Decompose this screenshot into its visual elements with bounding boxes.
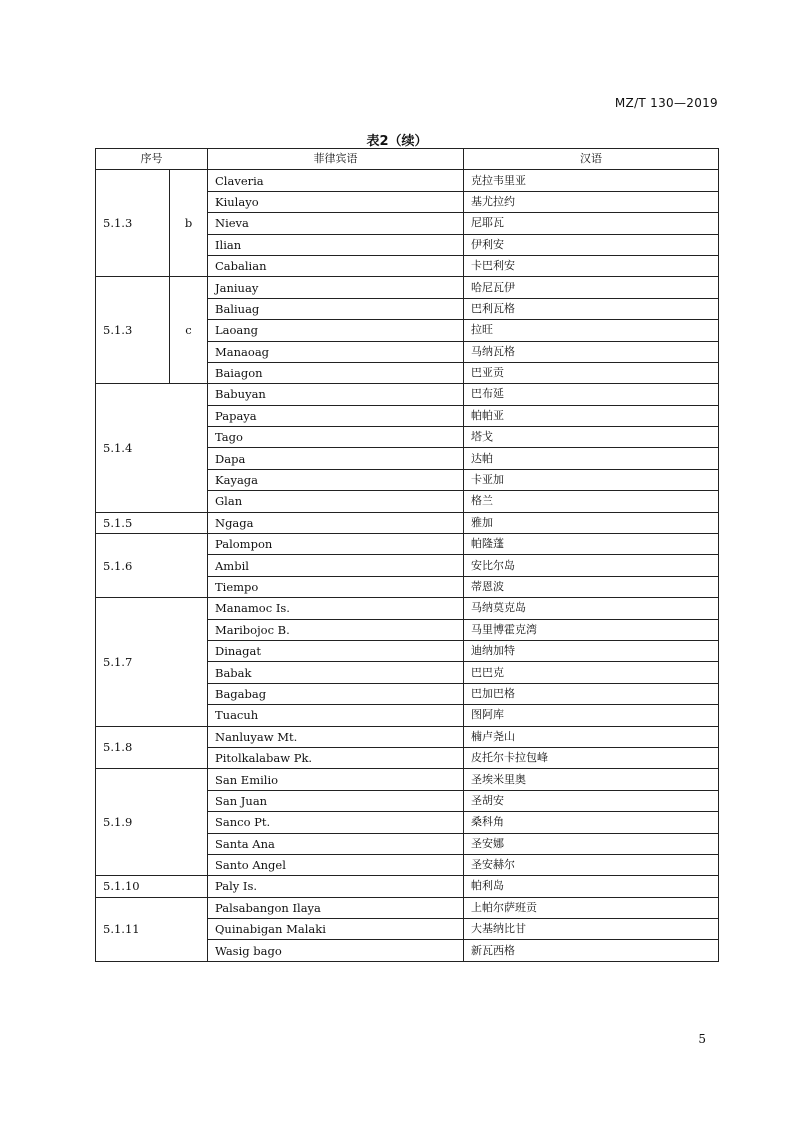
chinese-name-cell: 圣埃米里奥 — [464, 769, 719, 790]
table-caption: 表2（续） — [366, 134, 428, 149]
filipino-name-cell: Wasig bago — [208, 940, 464, 961]
chinese-name-cell: 巴布延 — [464, 384, 719, 405]
filipino-name-cell: Manaoag — [208, 341, 464, 362]
chinese-name-cell: 上帕尔萨班贡 — [464, 897, 719, 918]
chinese-name-cell: 塔戈 — [464, 427, 719, 448]
chinese-name-cell: 马里博霍克湾 — [464, 619, 719, 640]
chinese-name-cell: 马纳瓦格 — [464, 341, 719, 362]
section-number-cell: 5.1.5 — [96, 512, 208, 533]
filipino-name-cell: Glan — [208, 491, 464, 512]
filipino-name-cell: Quinabigan Malaki — [208, 919, 464, 940]
chinese-name-cell: 圣胡安 — [464, 790, 719, 811]
chinese-name-cell: 圣安娜 — [464, 833, 719, 854]
chinese-name-cell: 尼耶瓦 — [464, 213, 719, 234]
filipino-name-cell: Nanluyaw Mt. — [208, 726, 464, 747]
filipino-name-cell: Dinagat — [208, 640, 464, 661]
table-row — [96, 897, 719, 918]
table-row — [96, 534, 719, 555]
table-row — [96, 598, 719, 619]
filipino-name-cell: Kiulayo — [208, 191, 464, 212]
chinese-name-cell: 格兰 — [464, 491, 719, 512]
section-number-cell: 5.1.4 — [96, 384, 208, 512]
column-header-filipino: 菲律宾语 — [208, 149, 464, 170]
chinese-name-cell: 巴巴克 — [464, 662, 719, 683]
section-number-cell: 5.1.6 — [96, 534, 208, 598]
chinese-name-cell: 哈尼瓦伊 — [464, 277, 719, 298]
table-body — [96, 170, 719, 961]
table-row — [96, 170, 719, 191]
table-row — [96, 876, 719, 897]
chinese-name-cell: 图阿库 — [464, 705, 719, 726]
chinese-name-cell: 伊利安 — [464, 234, 719, 255]
filipino-name-cell: Palompon — [208, 534, 464, 555]
filipino-name-cell: Janiuay — [208, 277, 464, 298]
filipino-name-cell: Bagabag — [208, 683, 464, 704]
filipino-name-cell: Baiagon — [208, 362, 464, 383]
column-header-chinese: 汉语 — [464, 149, 719, 170]
section-number-cell: 5.1.3 — [96, 170, 170, 277]
chinese-name-cell: 皮托尔卡拉包峰 — [464, 747, 719, 768]
chinese-name-cell: 桑科角 — [464, 812, 719, 833]
chinese-name-cell: 马纳莫克岛 — [464, 598, 719, 619]
place-names-table — [95, 148, 719, 962]
chinese-name-cell: 帕利岛 — [464, 876, 719, 897]
section-number-cell: 5.1.11 — [96, 897, 208, 961]
chinese-name-cell: 圣安赫尔 — [464, 854, 719, 875]
filipino-name-cell: Ngaga — [208, 512, 464, 533]
chinese-name-cell: 巴利瓦格 — [464, 298, 719, 319]
filipino-name-cell: Babuyan — [208, 384, 464, 405]
chinese-name-cell: 迪纳加特 — [464, 640, 719, 661]
chinese-name-cell: 帕帕亚 — [464, 405, 719, 426]
chinese-name-cell: 巴亚贡 — [464, 362, 719, 383]
chinese-name-cell: 克拉韦里亚 — [464, 170, 719, 191]
filipino-name-cell: Claveria — [208, 170, 464, 191]
filipino-name-cell: Tago — [208, 427, 464, 448]
column-header-seq: 序号 — [96, 149, 208, 170]
filipino-name-cell: Palsabangon Ilaya — [208, 897, 464, 918]
table-row — [96, 277, 719, 298]
filipino-name-cell: Tuacuh — [208, 705, 464, 726]
filipino-name-cell: Manamoc Is. — [208, 598, 464, 619]
filipino-name-cell: Sanco Pt. — [208, 812, 464, 833]
chinese-name-cell: 拉旺 — [464, 320, 719, 341]
chinese-name-cell: 新瓦西格 — [464, 940, 719, 961]
chinese-name-cell: 安比尔岛 — [464, 555, 719, 576]
chinese-name-cell: 达帕 — [464, 448, 719, 469]
section-number-cell: 5.1.7 — [96, 598, 208, 726]
section-number-cell: 5.1.8 — [96, 726, 208, 769]
filipino-name-cell: Santo Angel — [208, 854, 464, 875]
table-row — [96, 769, 719, 790]
table-row — [96, 384, 719, 405]
section-number-cell: 5.1.3 — [96, 277, 170, 384]
chinese-name-cell: 雅加 — [464, 512, 719, 533]
subsection-letter-cell: b — [170, 170, 208, 277]
section-number-cell: 5.1.9 — [96, 769, 208, 876]
filipino-name-cell: Papaya — [208, 405, 464, 426]
table-row — [96, 726, 719, 747]
page-number: 5 — [698, 1032, 706, 1046]
filipino-name-cell: Nieva — [208, 213, 464, 234]
filipino-name-cell: Tiempo — [208, 576, 464, 597]
table-row — [96, 512, 719, 533]
filipino-name-cell: Ilian — [208, 234, 464, 255]
chinese-name-cell: 帕隆蓬 — [464, 534, 719, 555]
filipino-name-cell: Cabalian — [208, 255, 464, 276]
filipino-name-cell: Kayaga — [208, 469, 464, 490]
document-code: MZ/T 130—2019 — [614, 96, 718, 110]
filipino-name-cell: San Emilio — [208, 769, 464, 790]
chinese-name-cell: 蒂恩波 — [464, 576, 719, 597]
chinese-name-cell: 大基纳比甘 — [464, 919, 719, 940]
filipino-name-cell: San Juan — [208, 790, 464, 811]
table-header-row — [96, 149, 719, 170]
filipino-name-cell: Dapa — [208, 448, 464, 469]
chinese-name-cell: 楠卢尧山 — [464, 726, 719, 747]
chinese-name-cell: 卡巴利安 — [464, 255, 719, 276]
chinese-name-cell: 基尤拉约 — [464, 191, 719, 212]
filipino-name-cell: Pitolkalabaw Pk. — [208, 747, 464, 768]
subsection-letter-cell: c — [170, 277, 208, 384]
filipino-name-cell: Paly Is. — [208, 876, 464, 897]
filipino-name-cell: Maribojoc B. — [208, 619, 464, 640]
filipino-name-cell: Baliuag — [208, 298, 464, 319]
chinese-name-cell: 巴加巴格 — [464, 683, 719, 704]
section-number-cell: 5.1.10 — [96, 876, 208, 897]
chinese-name-cell: 卡亚加 — [464, 469, 719, 490]
filipino-name-cell: Ambil — [208, 555, 464, 576]
filipino-name-cell: Babak — [208, 662, 464, 683]
filipino-name-cell: Laoang — [208, 320, 464, 341]
filipino-name-cell: Santa Ana — [208, 833, 464, 854]
